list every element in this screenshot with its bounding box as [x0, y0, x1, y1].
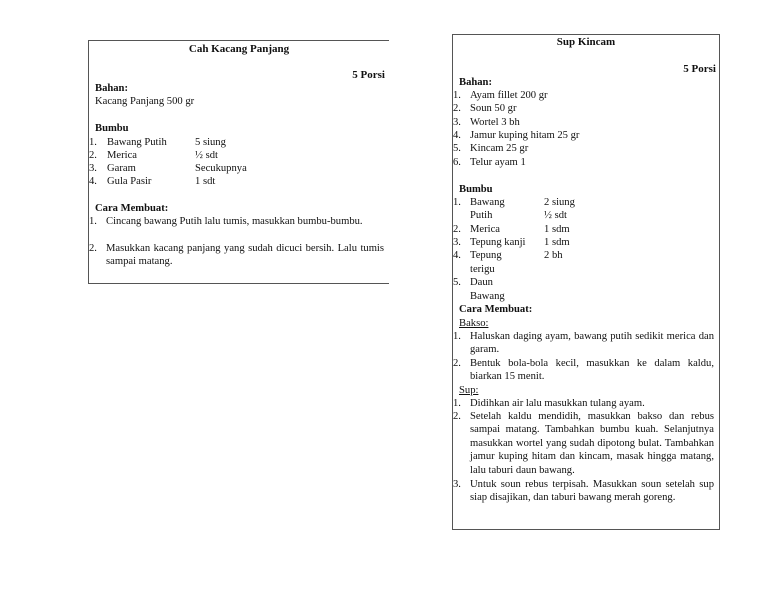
list-item: 1. Ayam fillet 200 gr: [453, 90, 548, 101]
recipe-card-cah-kacang-panjang: [88, 40, 389, 284]
step-number: 3.: [453, 237, 461, 248]
cara-heading: Cara Membuat:: [459, 304, 533, 315]
step-text: Haluskan daging ayam, bawang putih sedikit merica dan garam.: [470, 331, 714, 356]
bumbu-name: Daun: [470, 277, 493, 288]
bahan-heading: Bahan:: [459, 77, 492, 88]
bumbu-qty: 5 siung: [195, 137, 226, 148]
cara-heading: Cara Membuat:: [95, 203, 169, 214]
bumbu-name: Gula Pasir: [107, 176, 152, 187]
bumbu-name: Garam: [107, 163, 136, 174]
bahan-heading: Bahan:: [95, 83, 128, 94]
bumbu-name: Tepung: [470, 250, 502, 261]
bumbu-name: Bawang Putih: [107, 137, 167, 148]
bumbu-name: Putih: [470, 210, 493, 221]
bumbu-heading: Bumbu: [459, 184, 493, 195]
step-number: 5.: [453, 277, 461, 288]
step-text: Masukkan kacang panjang yang sudah dicuci bersih. Lalu tumis sampai matang.: [106, 243, 384, 268]
bakso-label: Bakso:: [459, 318, 489, 329]
recipe-card-sup-kincam: [452, 34, 720, 530]
bumbu-name: Merica: [107, 150, 137, 161]
step-number: 2.: [453, 358, 461, 369]
bahan-text: Kacang Panjang 500 gr: [95, 96, 195, 107]
step-text: Setelah kaldu mendidih, masukkan bakso dan rebus sampai matang. Tambahkan bumbu kuah. Selanjutnya masukkan wortel yang sudah dipotong bulat. Tambahkan jamur kuping hitam dan kincam, masak hingga matang, lalu taburi daun bawang.: [470, 411, 714, 476]
recipe-title: Sup Kincam: [556, 36, 616, 48]
list-item: 3.: [89, 163, 97, 174]
bumbu-qty: ½ sdt: [195, 150, 218, 161]
list-item: 3. Wortel 3 bh: [453, 117, 520, 128]
list-item: 2. Soun 50 gr: [453, 103, 517, 114]
step-number: 4.: [453, 250, 461, 261]
step-number: 1.: [453, 331, 461, 342]
bumbu-name: Merica: [470, 224, 500, 235]
portion-label: 5 Porsi: [352, 69, 385, 81]
bumbu-heading: Bumbu: [95, 123, 129, 134]
bumbu-qty: 1 sdt: [195, 176, 216, 187]
step-text: Bentuk bola-bola kecil, masukkan ke dalam kaldu, biarkan 15 menit.: [470, 358, 714, 383]
step-text: Didihkan air lalu masukkan tulang ayam.: [470, 398, 645, 409]
list-item: 2.: [89, 150, 97, 161]
bumbu-qty: 2 bh: [544, 250, 563, 261]
list-item: 5. Kincam 25 gr: [453, 143, 529, 154]
bumbu-qty: 1 sdm: [544, 224, 570, 235]
bumbu-name: Bawang: [470, 197, 505, 208]
step-number: 2.: [453, 411, 461, 422]
bumbu-qty: 1 sdm: [544, 237, 570, 248]
step-number: 2.: [453, 224, 461, 235]
bumbu-name: terigu: [470, 264, 495, 275]
bumbu-qty: 2 siung: [544, 197, 575, 208]
list-item: 1.: [89, 137, 97, 148]
step-number: 1.: [453, 398, 461, 409]
recipe-title: Cah Kacang Panjang: [188, 43, 290, 55]
list-item: 6. Telur ayam 1: [453, 157, 526, 168]
step-number: 2.: [89, 243, 97, 254]
list-item: 4. Jamur kuping hitam 25 gr: [453, 130, 580, 141]
step-number: 1.: [453, 197, 461, 208]
bumbu-name: Tepung kanji: [470, 237, 526, 248]
sup-label: Sup:: [459, 385, 479, 396]
step-number: 1.: [89, 216, 97, 227]
step-number: 3.: [453, 479, 461, 490]
step-text: Cincang bawang Putih lalu tumis, masukkan bumbu-bumbu.: [106, 216, 363, 227]
step-text: Untuk soun rebus terpisah. Masukkan soun setelah sup siap disajikan, dan taburi bawang merah goreng.: [470, 479, 714, 504]
bumbu-qty: ½ sdt: [544, 210, 567, 221]
bumbu-qty: Secukupnya: [195, 163, 247, 174]
portion-label: 5 Porsi: [683, 63, 716, 75]
list-item: 4.: [89, 176, 97, 187]
bumbu-name: Bawang: [470, 291, 505, 302]
